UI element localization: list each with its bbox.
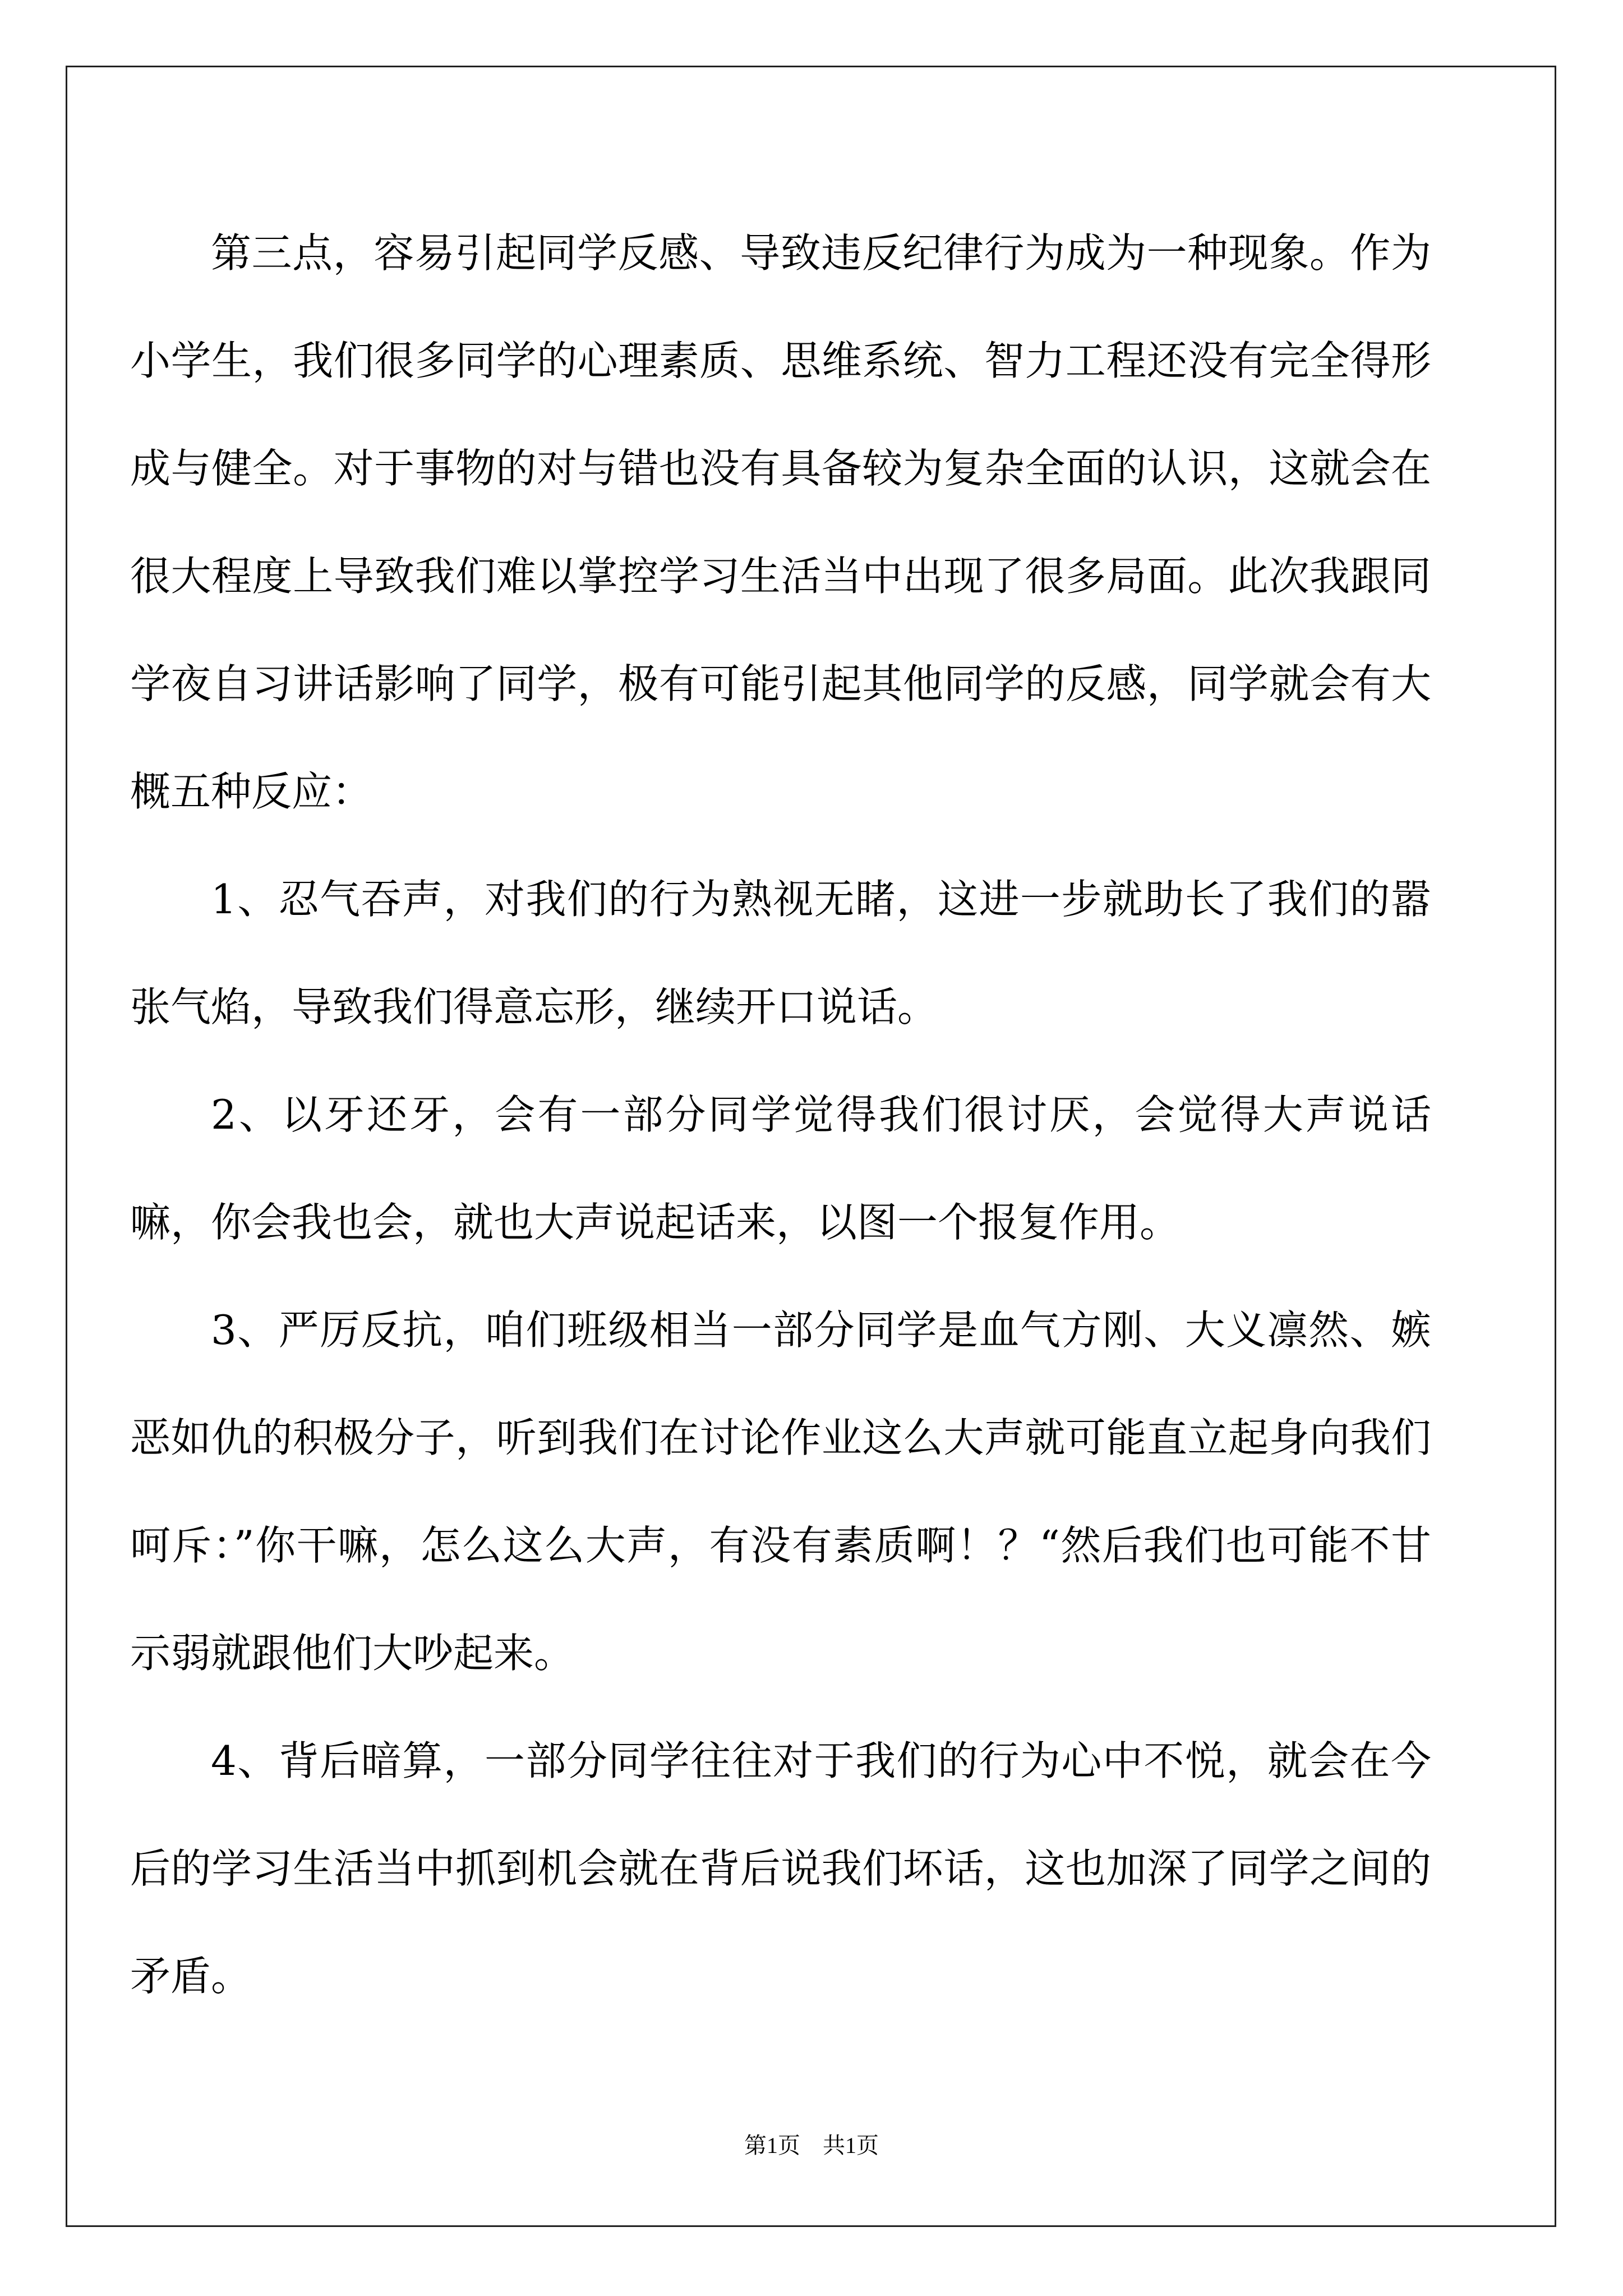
paragraph-reaction-3: 3、严厉反抗，咱们班级相当一部分同学是血气方刚、大义凛然、嫉恶如仇的积极分子，听到我们在讨论作业这么大声就可能直立起身向我们呵斥：”你干嘛，怎么这么大声，有没有素质啊！？“然后我们也可能不甘示弱就跟他们大吵起来。 xyxy=(130,1306,1431,1677)
paragraph-reaction-2: 2、以牙还牙，会有一部分同学觉得我们很讨厌，会觉得大声说话嘛，你会我也会，就也大声说起话来，以图一个报复作用。 xyxy=(130,1091,1431,1246)
page-footer: 第1页 共1页 xyxy=(744,2133,879,2158)
paragraph-reaction-4: 4、背后暗算，一部分同学往往对于我们的行为心中不悦，就会在今后的学习生活当中抓到机会就在背后说我们坏话，这也加深了同学之间的矛盾。 xyxy=(130,1737,1431,2000)
paragraph-intro: 第三点，容易引起同学反感、导致违反纪律行为成为一种现象。作为小学生，我们很多同学的心理素质、思维系统、智力工程还没有完全得形成与健全。对于事物的对与错也没有具备较为复杂全面的认识，这就会在很大程度上导致我们难以掌控学习生活当中出现了很多局面。此次我跟同学夜自习讲话影响了同学，极有可能引起其他同学的反感，同学就会有大概五种反应： xyxy=(130,229,1431,815)
paragraph-reaction-1: 1、忍气吞声，对我们的行为熟视无睹，这进一步就助长了我们的嚣张气焰，导致我们得意忘形，继续开口说话。 xyxy=(130,876,1431,1030)
document-body xyxy=(130,199,1431,2030)
